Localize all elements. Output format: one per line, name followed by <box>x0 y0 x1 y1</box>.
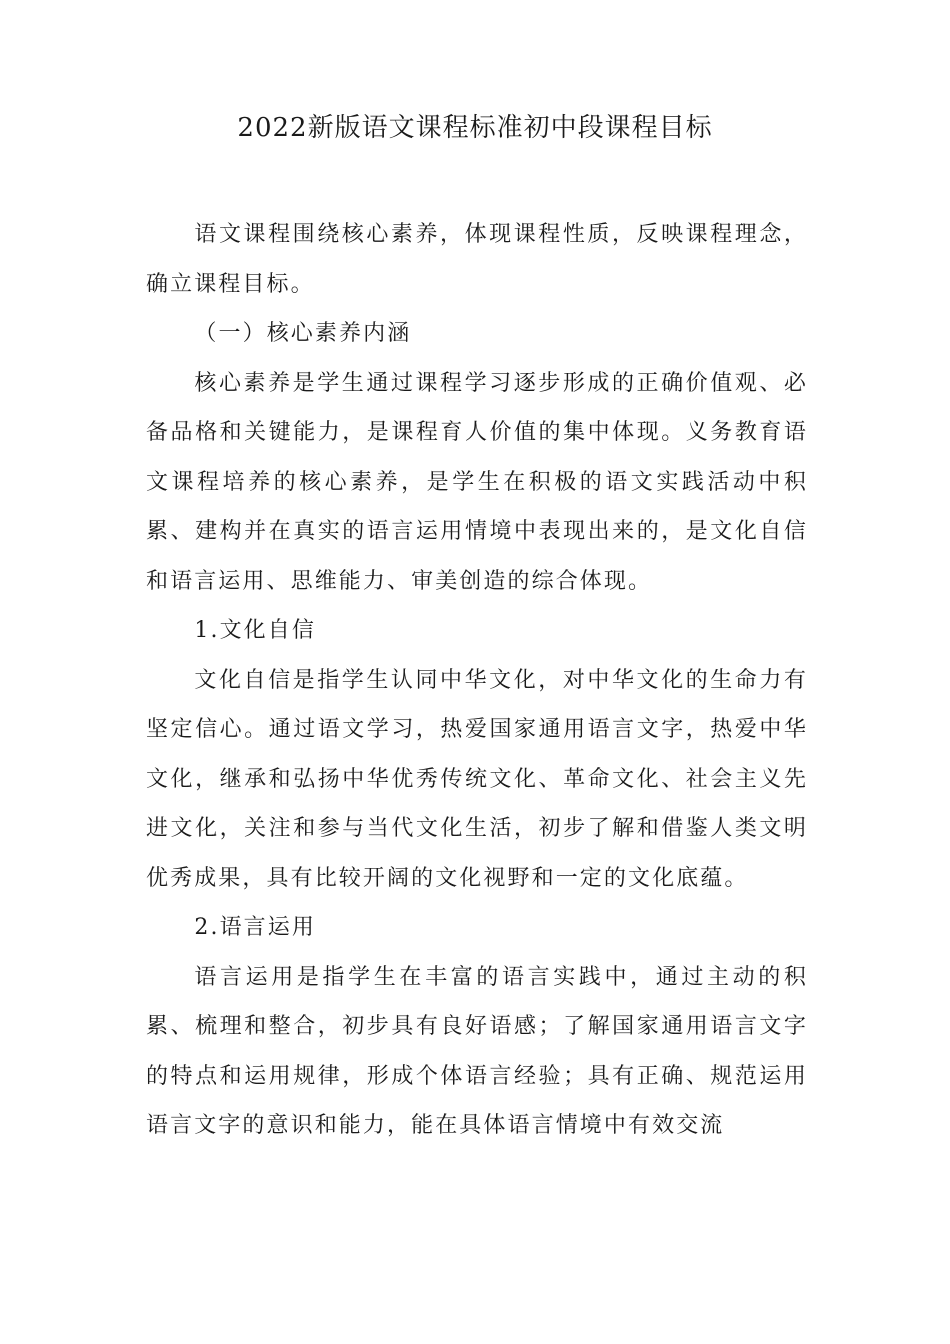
cultural-confidence-paragraph: 文化自信是指学生认同中华文化，对中华文化的生命力有坚定信心。通过语文学习，热爱国家通用语言文字，热爱中华文化，继承和弘扬中华优秀传统文化、革命文化、社会主义先进文化，关注和参与当代文化生活，初步了解和借鉴人类文明优秀成果，具有比较开阔的文化视野和一定的文化底蕴。 <box>146 667 808 891</box>
document-title: 2022新版语文课程标准初中段课程目标 <box>237 113 713 143</box>
document-body <box>146 210 808 1151</box>
section-heading-core-literacy: （一）核心素养内涵 <box>194 321 412 346</box>
intro-paragraph: 语文课程围绕核心素养，体现课程性质，反映课程理念，确立课程目标。 <box>146 222 808 297</box>
subheading-cultural-confidence: 1.文化自信 <box>194 618 316 643</box>
subheading-language-use: 2.语言运用 <box>194 915 316 940</box>
core-literacy-paragraph: 核心素养是学生通过课程学习逐步形成的正确价值观、必备品格和关键能力，是课程育人价值的集中体现。义务教育语文课程培养的核心素养，是学生在积极的语文实践活动中积累、建构并在真实的语言运用情境中表现出来的，是文化自信和语言运用、思维能力、审美创造的综合体现。 <box>146 370 808 594</box>
language-use-paragraph: 语言运用是指学生在丰富的语言实践中，通过主动的积累、梳理和整合，初步具有良好语感；了解国家通用语言文字的特点和运用规律，形成个体语言经验；具有正确、规范运用语言文字的意识和能力，能在具体语言情境中有效交流 <box>146 964 808 1138</box>
